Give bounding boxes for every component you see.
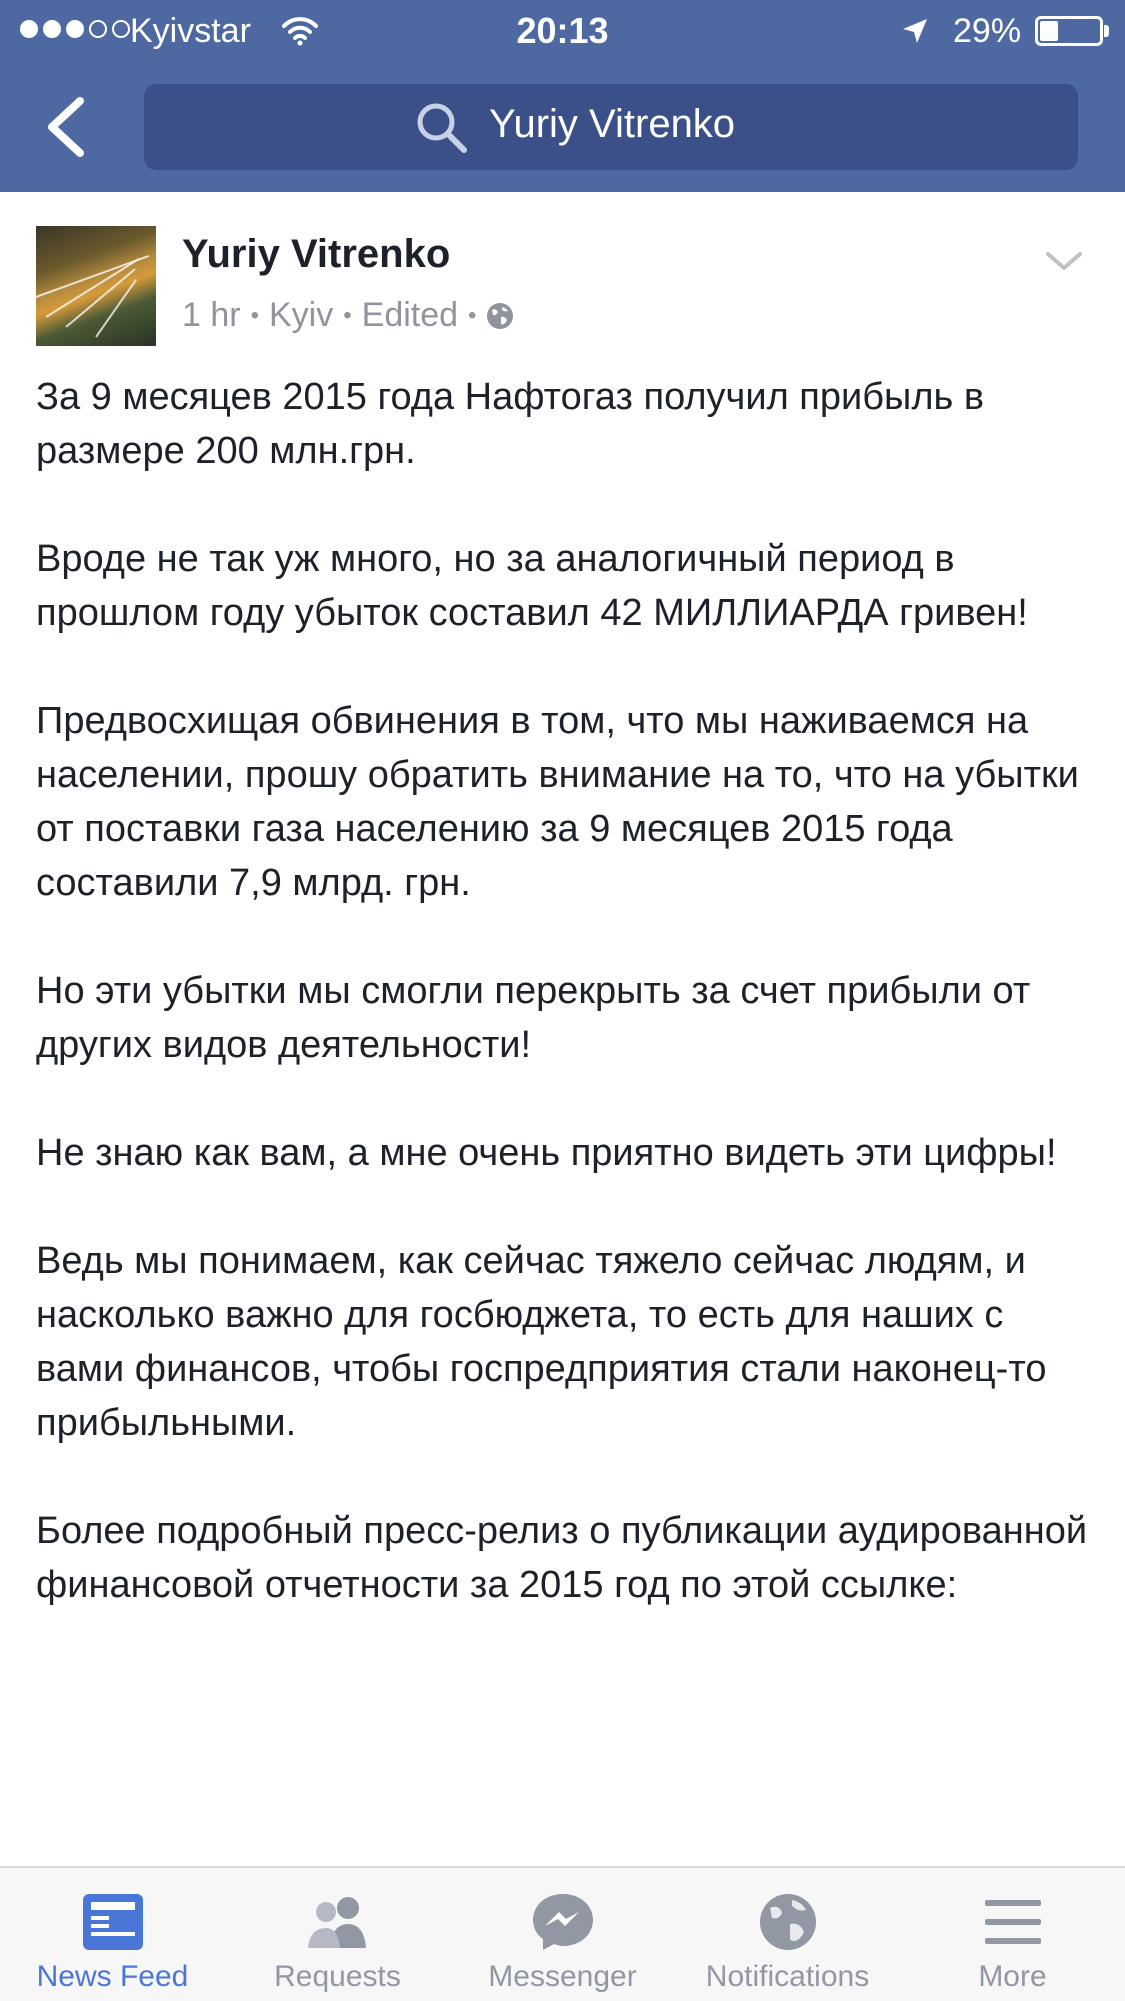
post-paragraph: Не знаю как вам, а мне очень приятно видеть эти цифры!	[36, 1132, 1057, 1174]
post	[0, 192, 1125, 1866]
chevron-down-icon[interactable]	[1044, 250, 1084, 274]
battery-fill	[1040, 21, 1058, 41]
back-arrow-icon[interactable]	[40, 95, 90, 159]
avatar[interactable]	[36, 226, 156, 346]
post-time[interactable]: 1 hr	[182, 296, 241, 334]
battery-tip	[1104, 25, 1109, 37]
search-query: Yuriy Vitrenko	[489, 102, 736, 146]
tab-label: More	[978, 1960, 1047, 1993]
tab-requests[interactable]	[225, 1868, 450, 2001]
meta-separator: •	[250, 301, 259, 329]
tab-notifications[interactable]	[675, 1868, 900, 2001]
post-paragraph: За 9 месяцев 2015 года Нафтогаз получил прибыль в размере 200 млн.грн.	[36, 376, 985, 472]
search-input[interactable]	[144, 84, 1078, 170]
tab-more[interactable]	[900, 1868, 1125, 2001]
location-arrow-icon	[900, 16, 930, 46]
avatar-streak	[36, 255, 149, 298]
tab-messenger[interactable]	[450, 1868, 675, 2001]
meta-separator: •	[343, 301, 352, 329]
status-bar	[0, 0, 1125, 62]
menu-icon	[979, 1890, 1047, 1954]
friend-requests-icon	[304, 1890, 372, 1954]
post-edited[interactable]: Edited	[361, 296, 459, 334]
meta-separator: •	[468, 301, 477, 329]
post-paragraph: Ведь мы понимаем, как сейчас тяжело сейчас людям, и насколько важно для госбюджета, то есть для наших с вами финансов, чтобы госпредприятия стали наконец-то прибыльными.	[36, 1240, 1047, 1444]
public-globe-icon	[486, 302, 514, 330]
news-feed-icon	[79, 1890, 147, 1954]
battery-percent: 29%	[953, 12, 1022, 50]
post-author[interactable]: Yuriy Vitrenko	[182, 232, 451, 276]
post-body	[36, 370, 1096, 1666]
search-icon	[414, 100, 470, 156]
tab-label: Requests	[274, 1960, 401, 1993]
tab-label: Messenger	[488, 1960, 637, 1993]
tab-label: News Feed	[36, 1960, 189, 1993]
battery-icon	[1035, 16, 1103, 46]
post-paragraph: Но эти убытки мы смогли перекрыть за счет прибыли от других видов деятельности!	[36, 970, 1031, 1066]
post-meta	[182, 296, 514, 335]
post-paragraph: Более подробный пресс-релиз о публикации аудированной финансовой отчетности за 2015 год по этой ссылке:	[36, 1510, 1088, 1606]
tab-label: Notifications	[705, 1960, 870, 1993]
header	[0, 0, 1125, 192]
avatar-streak	[95, 279, 137, 337]
carrier-name: Kyivstar	[130, 12, 251, 50]
post-paragraph: Вроде не так уж много, но за аналогичный период в прошлом году убыток составил 42 МИЛЛИАРДА гривен!	[36, 538, 1028, 634]
messenger-icon	[529, 1890, 597, 1954]
post-location[interactable]: Kyiv	[269, 296, 334, 334]
tab-bar	[0, 1866, 1125, 2001]
post-paragraph: Предвосхищая обвинения в том, что мы наживаемся на населении, прошу обратить внимание на то, что на убытки от поставки газа населению за 9 месяцев 2015 года составили 7,9 млрд. грн.	[36, 700, 1079, 904]
globe-icon	[754, 1890, 822, 1954]
clock: 20:13	[516, 10, 609, 51]
tab-news-feed[interactable]	[0, 1868, 225, 2001]
